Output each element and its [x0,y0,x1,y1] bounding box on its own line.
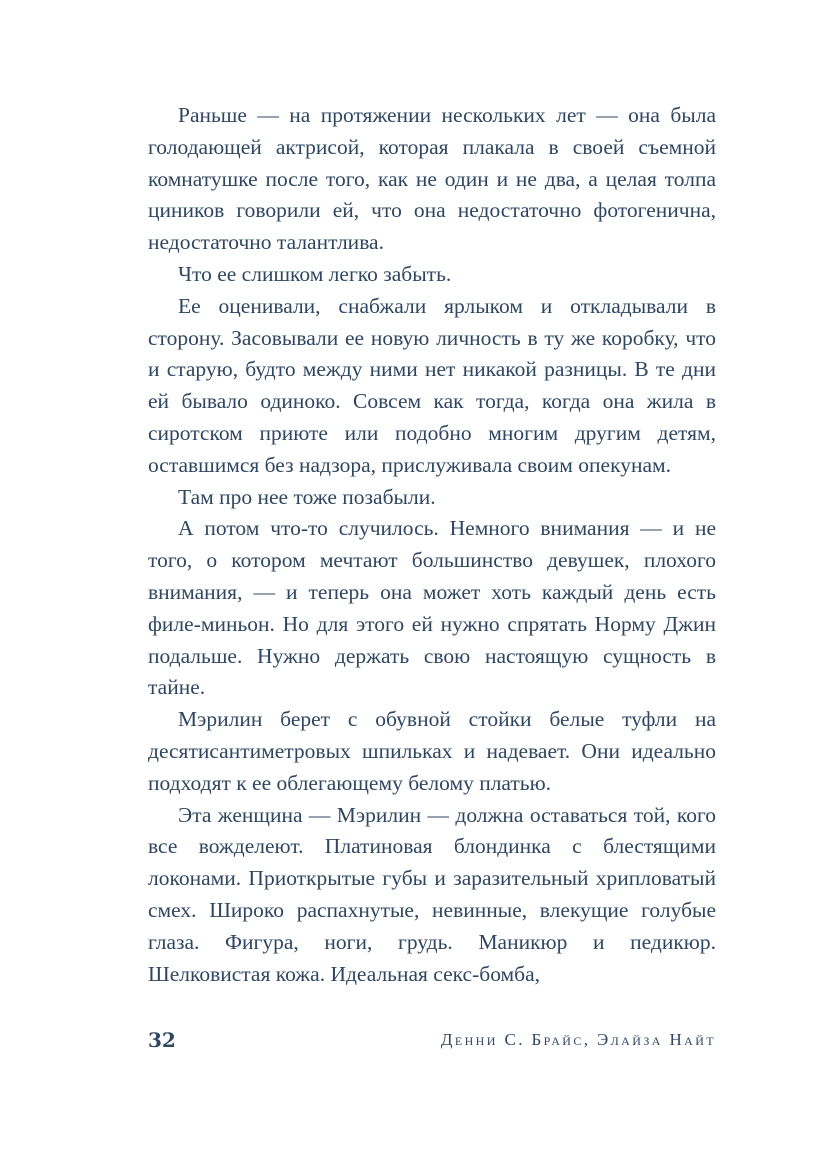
running-head-authors: Денни С. Брайс, Элайза Найт [440,1030,716,1049]
page-number: 32 [148,1028,176,1052]
paragraph-6: Мэрилин берет с обувной стойки белые туфли на десятисантиметровых шпильках и надевает. Они идеально подходят к ее облегающему белому платью. [148,707,716,795]
paragraph-3: Ее оценивали, снабжали ярлыком и откладывали в сторону. Засовывали ее новую личность в ту же коробку, что и старую, будто между ними нет никакой разницы. В те дни ей бывало одиноко. Совсем как тогда, когда она жила в сиротском приюте или подобно многим другим детям, оставшимся без надзора, прислуживала своим опекунам. [148,293,716,477]
paragraph-4: Там про нее тоже позабыли. [178,484,436,509]
page-footer [148,1027,716,1057]
paragraph-1: Раньше — на протяжении нескольких лет — она была голодающей актрисой, которая плакала в своей съемной комнатушке после того, как не один и не два, а целая толпа циников говорили ей, что она недостаточно фотогенична, недостаточно талантлива. [148,103,716,255]
paragraph-7: Эта женщина — Мэрилин — должна оставаться той, кого все вожделеют. Платиновая блондинка с блестящими локонами. Приоткрытые губы и заразительный хрипловатый смех. Широко распахнутые, невинные, влекущие голубые глаза. Фигура, ноги, грудь. Маникюр и педикюр. Шелковистая кожа. Идеальная секс-бомба, [148,802,716,986]
paragraph-2: Что ее слишком легко забыть. [178,261,452,286]
paragraph-5: А потом что-то случилось. Немного внимания — и не того, о котором мечтают большинство девушек, плохого внимания, — и теперь она может хоть каждый день есть филе-миньон. Но для этого ей нужно спрятать Норму Джин подальше. Нужно держать свою настоящую сущность в тайне. [148,516,716,700]
body-text [148,100,716,990]
